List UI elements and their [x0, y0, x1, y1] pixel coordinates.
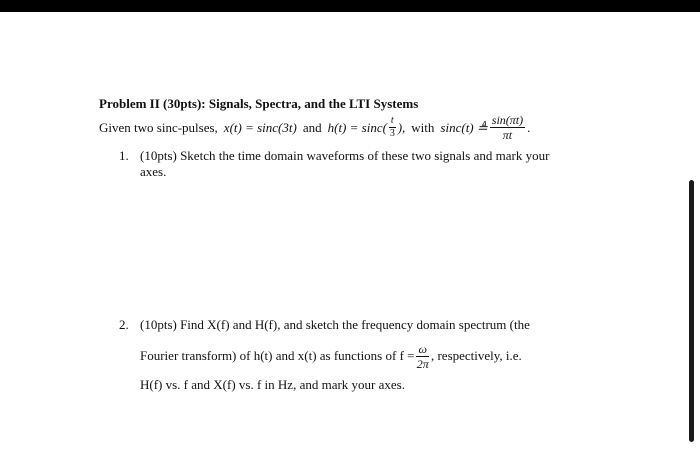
question-1: [119, 148, 569, 180]
sinc-fraction-numerator: sin(πt): [491, 113, 524, 127]
sinc-fraction-denominator: πt: [502, 128, 513, 142]
h-definition-prefix: h(t) = sinc(: [327, 119, 387, 135]
omega-fraction-numerator: ω: [418, 341, 427, 356]
given-end-period: .: [527, 119, 531, 135]
question-1-text: (10pts) Sketch the time domain waveforms of these two signals and mark your axes.: [140, 148, 550, 179]
question-2: [119, 314, 589, 395]
x-definition: x(t) = sinc(3t): [223, 119, 297, 135]
h-fraction-numerator: t: [390, 115, 394, 126]
question-1-number: 1.: [119, 148, 129, 163]
h-fraction: [389, 116, 396, 139]
question-2-line-3: H(f) vs. f and X(f) vs. f in Hz, and mark your axes.: [140, 377, 405, 392]
question-2-line-2-prefix: Fourier transform) of h(t) and x(t) as functions of f =: [140, 348, 415, 363]
given-statement: [99, 114, 530, 141]
h-definition-suffix: ),: [397, 119, 406, 135]
h-fraction-denominator: 3: [389, 128, 395, 139]
problem-title: Problem II (30pts): Signals, Spectra, and the LTI Systems: [99, 96, 419, 111]
sinc-definition-prefix: sinc(t) ≜: [440, 119, 488, 135]
given-lead: Given two sinc-pulses,: [99, 119, 218, 135]
question-2-line-2: [140, 341, 589, 371]
sinc-fraction: [490, 114, 525, 141]
and-word: and: [302, 119, 322, 135]
scrollbar-thumb[interactable]: [689, 180, 694, 442]
omega-fraction: [416, 343, 428, 370]
question-2-line-2-suffix: , respectively, i.e.: [430, 348, 522, 363]
omega-fraction-denominator: 2π: [416, 356, 429, 371]
question-2-line-1: (10pts) Find X(f) and H(f), and sketch the frequency domain spectrum (the: [140, 317, 530, 332]
with-word: with: [411, 119, 435, 135]
question-2-number: 2.: [119, 317, 129, 332]
